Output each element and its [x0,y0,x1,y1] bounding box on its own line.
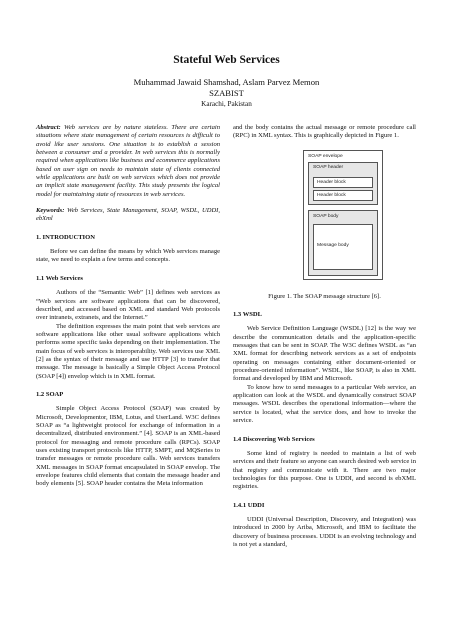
wsdl-paragraph-2: To know how to send messages to a particular Web service, an application can look at the WSDL and dynamically construct SOAP messages. WSDL describes the operational information—where the service is located, what the service does, and how to invoke the service. [233,383,416,425]
header-block-1 [313,177,373,188]
soap-body-label: SOAP body [313,213,339,219]
web-services-paragraph-1: Authors of the “Semantic Web” [1] defines web services as “Web services are software applications that can be discovered, described, and accessed based on XML and standard Web protocols over intranets, extranets, and the Internet.” [36,289,220,322]
discovering-paragraph: Some kind of registry is needed to maintain a list of web services and their feature so anyone can search desired web service in that registry and communicate with it. There are two major technologies for this purpose. One is UDDI, and second is ebXML registries. [233,449,416,491]
abstract-label: Abstract: [36,124,61,131]
abstract [36,124,220,199]
soap-envelope-box [303,150,383,280]
header-block-1-label: Header block [317,179,346,185]
soap-paragraph-continued: and the body contains the actual message or remote procedure call (RPC) in XML syntax. This is graphically depicted in Figure 1. [233,124,416,140]
soap-paragraph: Simple Object Access Protocol (SOAP) was created by Microsoft, Developmentor, IBM, Lotus, and UserLand. W3C defines SOAP as “a lightweight protocol for exchange of information in a decentralized, distributed environment.” [4]. SOAP is an XML-based protocol for messaging and remote procedure calls (RPCs). SOAP uses existing transport protocols like HTTP, SMPT, and MQSeries to transfer messages or remote procedure calls. Web services transfers XML messages in SOAP format encapsulated in SOAP envelop. The envelope features child elements that contain the message header and body elements [5]. SOAP header contains the Meta information [36,405,220,488]
soap-body-box [308,210,378,276]
header-block-2-label: Header block [317,192,346,198]
web-services-paragraph-2: The definition expresses the main point that web services are software applications like other usual software applications which performs some specific tasks depending on their implementation. The main focus of web services is interoperability. Web services use XML [2] as the syntax of their message and use HTTP [3] to transfer that message. The message is basically a Simple Object Access Protocol (SOAP [4]) envelop which is in XML format. [36,322,220,380]
left-column [36,124,220,489]
uddi-paragraph: UDDI (Universal Description, Discovery, and Integration) was introduced in 2000 by Ariba, Microsoft, and IBM to facilitate the discovery of business processes. UDDI is an evolving technology and is not yet a standard, [233,515,416,548]
subsection-heading-soap: 1.2 SOAP [36,390,64,398]
header-block-2 [313,190,373,201]
subsection-heading-wsdl: 1.3 WSDL [233,311,262,319]
wsdl-paragraph-1: Web Service Definition Language (WSDL) [12] is the way we describe the communication details and the application-specific messages that can be sent in SOAP. The W3C defines WSDL as “an XML format for describing network services as a set of endpoints operating on messages containing either document-oriented or procedure-oriented information”. WSDL, like SOAP, is also in XML format and developed by IBM and Microsoft. [233,325,416,383]
abstract-text: Web services are by nature stateless. There are certain situations where state management of certain resources is difficult to avoid like user sessions. One situation is to establish a session between a consumer and a provider. In web services this is normally required when applications like business and ecommerce applications based on user sign on needs to maintain state of clients connected while applications are built on web services which does not provide an implicit state management facility. This study presents the logical model for maintaining state of resources in web services. [36,124,220,198]
paper-authors: Muhammad Jawaid Shamshad, Aslam Parvez Memon [133,77,320,87]
paper-organization: SZABIST [209,88,244,98]
keywords [36,207,220,224]
message-body-label: Message body [317,242,349,248]
figure-caption: Figure 1. The SOAP message structure [6]. [268,292,381,300]
keywords-text: Web Services, State Management, SOAP, WSDL, UDDI, ebXml [36,207,220,223]
subsection-heading-discovering: 1.4 Discovering Web Services [233,435,315,443]
subsection-heading-uddi: 1.4.1 UDDI [233,501,265,509]
section-heading-introduction: 1. INTRODUCTION [36,233,95,241]
soap-structure-figure [233,147,416,290]
introduction-paragraph: Before we can define the means by which Web services manage state, we need to explain a few terms and concepts. [36,248,220,264]
message-body-box [313,224,373,270]
soap-header-label: SOAP header [313,164,344,170]
soap-envelope-label: SOAP envelope [308,153,343,159]
keywords-label: Keywords: [36,207,65,215]
right-column [233,124,416,549]
subsection-heading-web-services: 1.1 Web Services [36,274,83,282]
soap-header-box [308,162,378,205]
paper-title: Stateful Web Services [173,54,280,66]
paper-location: Karachi, Pakistan [201,100,252,108]
